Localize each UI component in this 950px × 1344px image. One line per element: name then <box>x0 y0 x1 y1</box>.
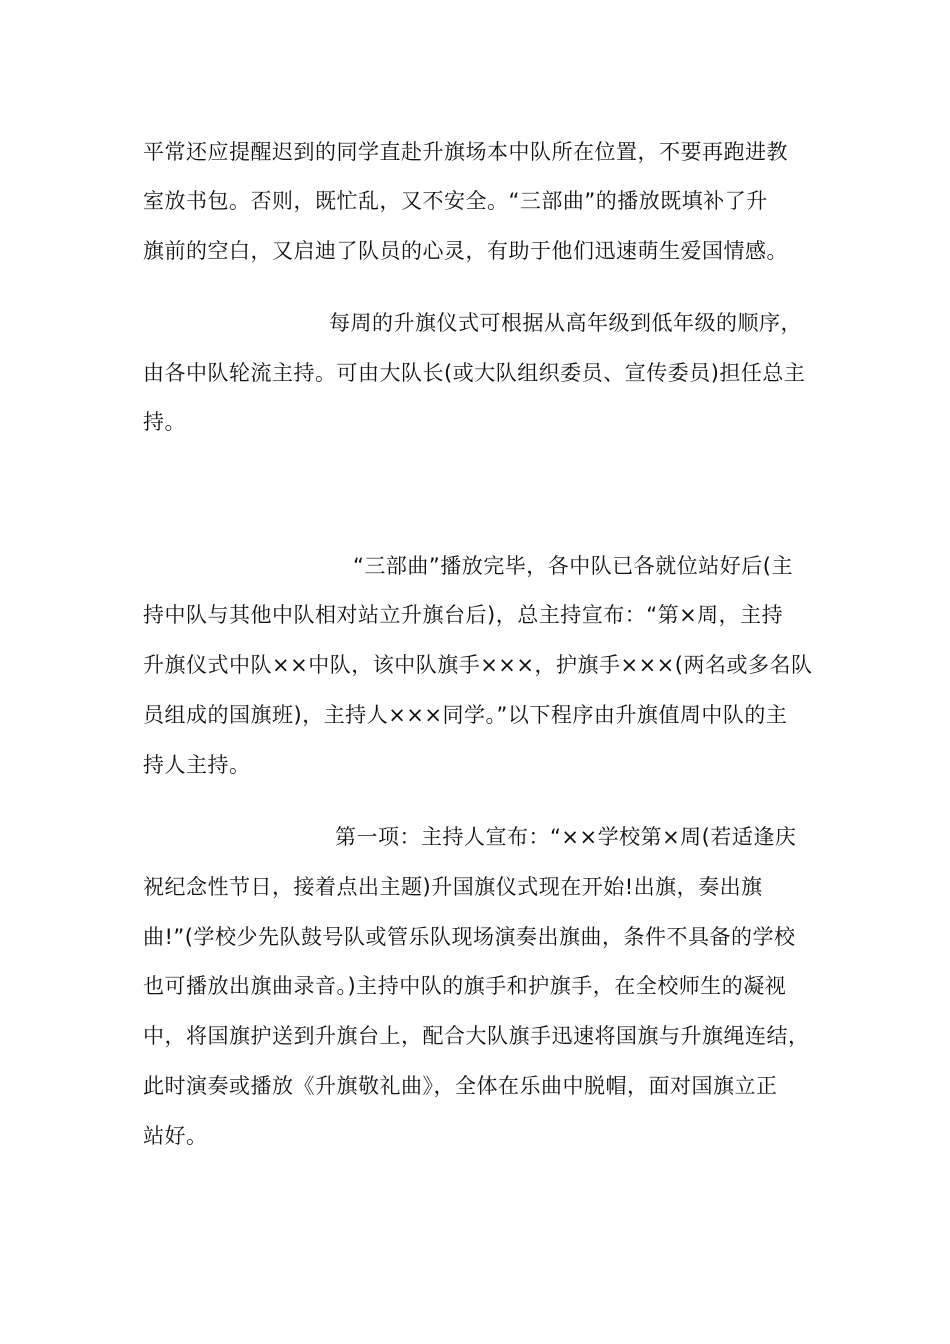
paragraph-line: 第一项：主持人宣布：“××学校第×周(若适逢庆 <box>335 825 797 849</box>
paragraph-line: 祝纪念性节日，接着点出主题)升国旗仪式现在开始!出旗，奏出旗 <box>143 875 763 899</box>
paragraph-line: 升旗仪式中队××中队，该中队旗手×××，护旗手×××(两名或多名队 <box>143 653 813 677</box>
paragraph-line: 持。 <box>143 410 186 434</box>
paragraph-line: 平常还应提醒迟到的同学直赴升旗场本中队所在位置，不要再跑进教 <box>143 140 788 164</box>
paragraph-line: 此时演奏或播放《升旗敬礼曲》，全体在乐曲中脱帽，面对国旗立正 <box>143 1074 778 1098</box>
paragraph-line: 室放书包。否则，既忙乱，又不安全。“三部曲”的播放既填补了升 <box>143 189 768 213</box>
paragraph-line: 曲!”(学校少先队鼓号队或管乐队现场演奏出旗曲，条件不具备的学校 <box>143 925 796 949</box>
paragraph-line: 每周的升旗仪式可根据从高年级到低年级的顺序， <box>329 311 802 335</box>
paragraph-line: “三部曲”播放完毕，各中队已各就位站好后(主 <box>353 554 793 578</box>
paragraph-line: 由各中队轮流主持。可由大队长(或大队组织委员、宣传委员)担任总主 <box>143 361 806 385</box>
paragraph-line: 持中队与其他中队相对站立升旗台后)，总主持宣布：“第×周，主持 <box>143 603 784 627</box>
paragraph-line: 中，将国旗护送到升旗台上，配合大队旗手迅速将国旗与升旗绳连结， <box>143 1024 810 1048</box>
paragraph-line: 站好。 <box>143 1124 208 1148</box>
paragraph-line: 也可播放出旗曲录音。)主持中队的旗手和护旗手，在全校师生的凝视 <box>143 974 787 998</box>
paragraph-line: 员组成的国旗班)，主持人×××同学。”以下程序由升旗值周中队的主 <box>143 703 788 727</box>
paragraph-line: 持人主持。 <box>143 753 251 777</box>
paragraph-line: 旗前的空白，又启迪了队员的心灵，有助于他们迅速萌生爱国情感。 <box>143 239 788 263</box>
